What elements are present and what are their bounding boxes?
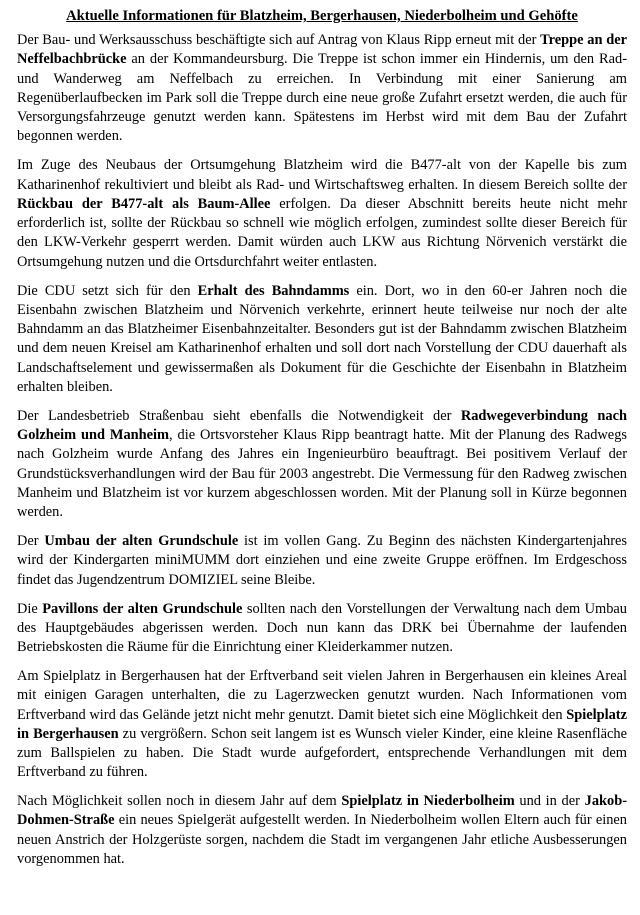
paragraph [17,407,627,523]
bold-phrase: Umbau der alten Grundschule [44,533,239,550]
text-run: Nach Möglichkeit sollen noch in diesem Jahr auf dem [17,793,342,810]
text-run: Im Zuge des Neubaus der Ortsumgehung Blatzheim wird die B477-alt von der Kapelle bis zum Katharinenhof rekultiviert und bleibt als Rad- und Wirtschaftsweg erhalten. In diesem Bereich sollte der [17,157,627,193]
bold-phrase: Erhalt des Bahndamms [197,282,350,299]
paragraph [17,282,627,398]
text-run: ein. Dort, wo in den 60-er Jahren noch die Eisenbahn zwischen Blatzheim und Nörvenich verkehrte, erinnert heute teilweise nur noch der alte Bahndamm an das Blatzheimer Eisenbahnzeitalter. Besonders gut ist der Bahndamm zwischen Blatzheim und dem neuen Kreisel am Katharinenhof erhalten und soll dort nach Vorstellung der CDU dauerhaft als Landschaftselement und gewissermaßen als Dokument für die Geschichte der Eisenbahn in Blatzheim erhalten bleiben. [17,282,627,396]
text-run: Am Spielplatz in Bergerhausen hat der Erftverband seit vielen Jahren in Bergerhausen ein kleines Areal mit einigen Garagen unterhalten, die zu Lagerzwecken genutzt wurden. Nach Informationen vom Erftverband wird das Gelände jetzt nicht mehr genutzt. Damit bietet sich eine Möglichkeit den [17,667,627,723]
bold-phrase: Spielplatz in Bergerhausen [17,706,627,742]
paragraph [17,532,627,590]
paragraph [17,792,627,869]
bold-phrase: Spielplatz in Niederbolheim [341,793,515,810]
bold-phrase: Radwegeverbindung nach Golzheim und Manheim [17,407,627,444]
text-run: Der Bau- und Werksausschuss beschäftigte sich auf Antrag von Klaus Ripp erneut mit der [17,32,541,48]
bold-phrase: Treppe an der Neffelbachbrücke [17,32,627,68]
text-run: , die Ortsvorsteher Klaus Ripp beantragt hatte. Mit der Planung des Radwegs nach Golzheim wurde Anfang des Jahres ein Ingenieurbüro beauftragt. Bei positivem Verlauf der Grundstücksverhandlungen wird der Bau für 2003 angestrebt. Die Vermessung für den Radweg zwischen Manheim und Blatzheim ist vor kurzem abgeschlossen worden. Mit der Planung soll in Kürze begonnen werden. [17,427,627,521]
text-run: ist im vollen Gang. Zu Beginn des nächsten Kindergartenjahres wird der Kindergarten miniMUMM dort einziehen und eine zweite Gruppe eröffnen. Im Erdgeschoss findet das Jugendzentrum DOMIZIEL seine Bleibe. [17,533,627,588]
paragraph [17,156,627,272]
paragraph [17,667,627,783]
document-title: Aktuelle Informationen für Blatzheim, Bergerhausen, Niederbolheim und Gehöfte [66,8,578,24]
bold-phrase: Jakob-Dohmen-Straße [17,793,628,829]
bold-phrase: Pavillons der alten Grundschule [42,600,243,617]
paragraph [17,31,627,147]
text-run: erfolgen. Da dieser Abschnitt bereits heute nicht mehr erforderlich ist, sollte der Rückbau so schnell wie möglich erfolgen, zumindest sollte dieser Bereich für den LKW-Verkehr gesperrt werden. Damit würden auch LKW aus Richtung Nörvenich verstärkt die Ortsumgehung nutzen und die Ortsdurchfahrt weiter entlasten. [17,195,627,270]
paragraph [17,600,627,658]
document-body [17,31,627,869]
bold-phrase: Rückbau der B477-alt als Baum-Allee [17,195,271,212]
text-run: und in der [514,793,585,810]
text-run: Der Landesbetrieb Straßenbau sieht ebenfalls die Notwendigkeit der [17,407,461,424]
text-run: ein neues Spielgerät aufgestellt werden. In Niederbolheim wollen Eltern auch für einen neuen Anstrich der Holzgerüste sorgen, nachdem die Stadt im vergangenen Jahr etliche Ausbesserungen vorgenommen hat. [17,812,627,868]
text-run: zu vergrößern. Schon seit langem ist es Wunsch vieler Kinder, eine kleine Rasenfläche zum Ballspielen zu haben. Die Stadt wurde aufgefordert, entsprechende Verhandlungen mit dem Erftverband zu führen. [17,725,627,781]
text-run: Die CDU setzt sich für den [17,282,198,299]
text-run: Die [17,600,43,617]
text-run: an der Kommandeursburg. Die Treppe ist schon immer ein Hindernis, um den Rad- und Wanderweg am Neffelbach zu erreichen. In Verbindung mit einer Sanierung am Regenüberlaufbecken im Park soll die Treppe durch eine neue große Zufahrt ersetzt werden, die auch für Versorgungsfahrzeuge genutzt werden kann. Spätestens im Herbst wird mit dem Bau der Zufahrt begonnen werden. [17,51,627,145]
text-run: sollten nach den Vorstellungen der Verwaltung nach dem Umbau des Hauptgebäudes abgerissen werden. Doch nun kann das DRK bei Übernahme der laufenden Betriebskosten die Räume für die Einrichtung einer Kleiderkammer nutzen. [17,600,627,656]
text-run: Der [17,533,45,550]
